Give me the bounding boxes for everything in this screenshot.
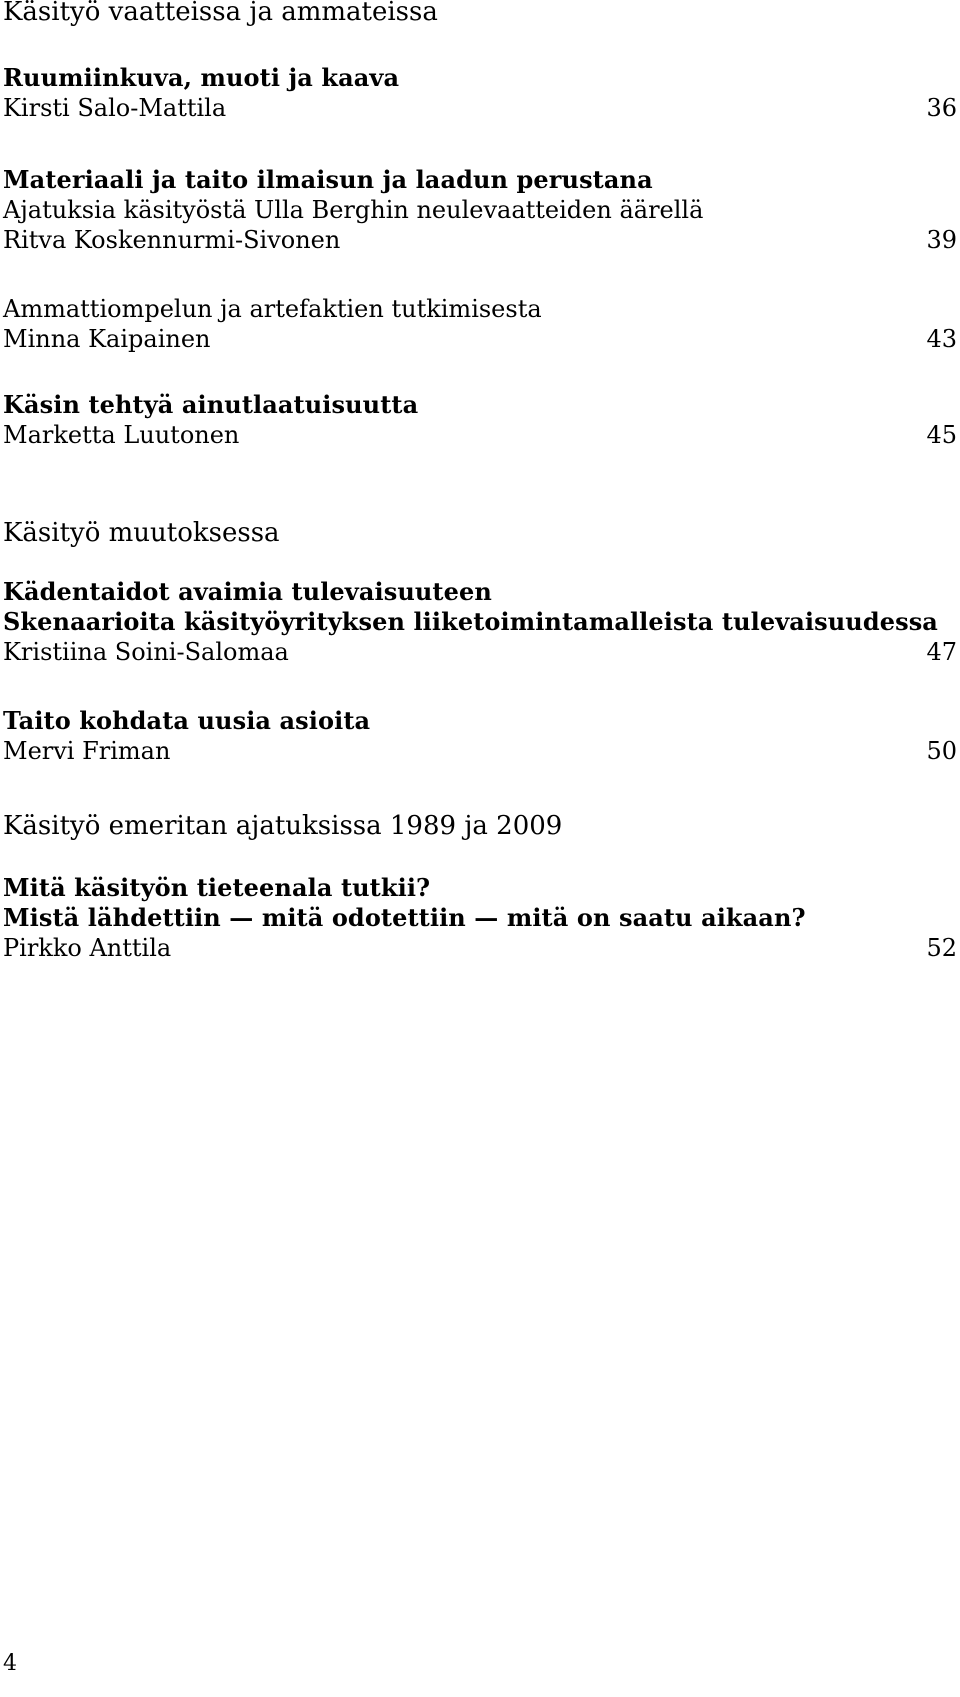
entry-page-number: 50 [926,737,957,765]
entry-author: Ritva Koskennurmi-Sivonen [3,226,341,254]
entry-page-number: 36 [926,94,957,122]
entry-page-number: 45 [926,421,957,449]
entry-author-row [3,736,957,766]
entry-title: Ruumiinkuva, muoti ja kaava [3,63,400,92]
entry-subtitle: Skenaarioita käsityöyrityksen liiketoimintamalleista tulevaisuudessa [3,607,938,636]
entry-page-number: 39 [926,226,957,254]
entry-author: Pirkko Anttila [3,934,172,962]
entry-subtitle: Ajatuksia käsityöstä Ulla Berghin neulevaatteiden äärellä [3,196,704,224]
entry-title: Materiaali ja taito ilmaisun ja laadun perustana [3,165,653,194]
toc-entry [3,63,957,123]
entry-title: Kädentaidot avaimia tulevaisuuteen [3,577,492,606]
entry-page-number: 52 [926,934,957,962]
toc-entry [3,294,957,354]
entry-author: Mervi Friman [3,737,171,765]
toc-entry [3,706,957,766]
entry-title: Taito kohdata uusia asioita [3,706,371,735]
entry-author-row [3,637,957,667]
entry-author-row [3,420,957,450]
toc-entry [3,165,957,255]
section-heading: Käsityö emeritan ajatuksissa 1989 ja 2009 [3,811,563,841]
section-heading: Käsityö muutoksessa [3,518,280,548]
toc-entry [3,577,957,667]
toc-entry [3,873,957,963]
entry-author-row [3,324,957,354]
entry-page-number: 43 [926,325,957,353]
entry-author: Kristiina Soini-Salomaa [3,638,289,666]
toc-entry [3,390,957,450]
footer-page-number: 4 [3,1651,17,1676]
entry-title: Ammattiompelun ja artefaktien tutkimisesta [3,295,542,323]
entry-page-number: 47 [926,638,957,666]
entry-author: Kirsti Salo-Mattila [3,94,227,122]
entry-author-row [3,225,957,255]
entry-title: Mitä käsityön tieteenala tutkii? [3,873,431,902]
entry-author: Marketta Luutonen [3,421,240,449]
section-heading: Käsityö vaatteissa ja ammateissa [3,0,438,27]
entry-author: Minna Kaipainen [3,325,211,353]
entry-author-row [3,933,957,963]
entry-title: Käsin tehtyä ainutlaatuisuutta [3,390,419,419]
entry-subtitle: Mistä lähdettiin — mitä odotettiin — mitä on saatu aikaan? [3,903,806,932]
entry-author-row [3,93,957,123]
